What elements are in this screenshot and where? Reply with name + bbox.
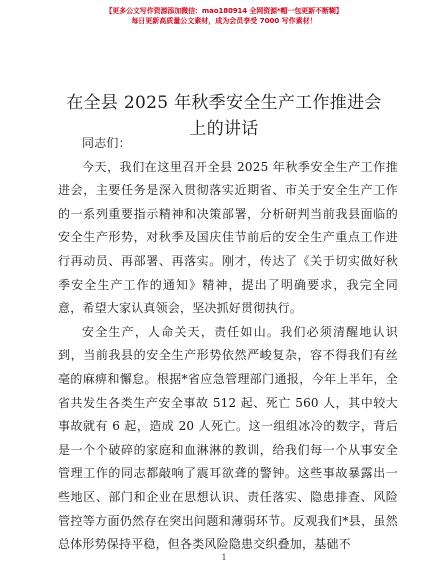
paragraph-2: 安全生产，人命关天，责任如山。我们必须清醒地认识到，当前我县的安全生产形势依然严峻复杂，容不得我们有丝毫的麻痹和懈怠。根据*省应急管理部门通报，今年上半年，全省共发生各类生产安全事故 512 起、死亡 560 人，其中较大事故就有 6 起，造成 20 人死亡。这一组组冰冷的数字，背后是一个个破碎的家庭和血淋淋的教训，给我们每一个从事安全管理工作的同志都敲响了震耳欲聋的警钟。这些事故暴露出一些地区、部门和企业在思想认识、责任落实、隐患排查、风险管控等方面仍然存在突出问题和薄弱环节。反观我们*县，虽然总体形势保持平稳，但各类风险隐患交织叠加，基础不 <box>58 324 398 552</box>
promo-banner-line-2: 每日更新高质量公文素材，成为会员享受 7000 写作素材！ <box>131 17 317 25</box>
document-body <box>58 132 398 557</box>
document-title: 在全县 2025 年秋季安全生产工作推进会上的讲话 <box>66 93 382 139</box>
promo-banner <box>0 6 448 26</box>
promo-banner-line-1: 【更多公文写作资源添加微信：mao180914 全网资源*帽一包更新不断糊】 <box>105 7 343 15</box>
page-number: 1 <box>221 553 227 562</box>
paragraph-1: 今天，我们在这里召开全县 2025 年秋季安全生产工作推进会，主要任务是深入贯彻落实近期省、市关于安全生产工作的一系列重要指示精神和决策部署，分析研判当前我县面临的安全生产形势，对秋季及国庆佳节前后的安全生产重点工作进行再动员、再部署、再落实。刚才，传达了《关于切实做好秋季安全生产工作的通知》精神，提出了明确要求，我完全同意，希望大家认真领会，坚决抓好贯彻执行。 <box>58 159 398 316</box>
greeting: 同志们： <box>82 136 131 150</box>
